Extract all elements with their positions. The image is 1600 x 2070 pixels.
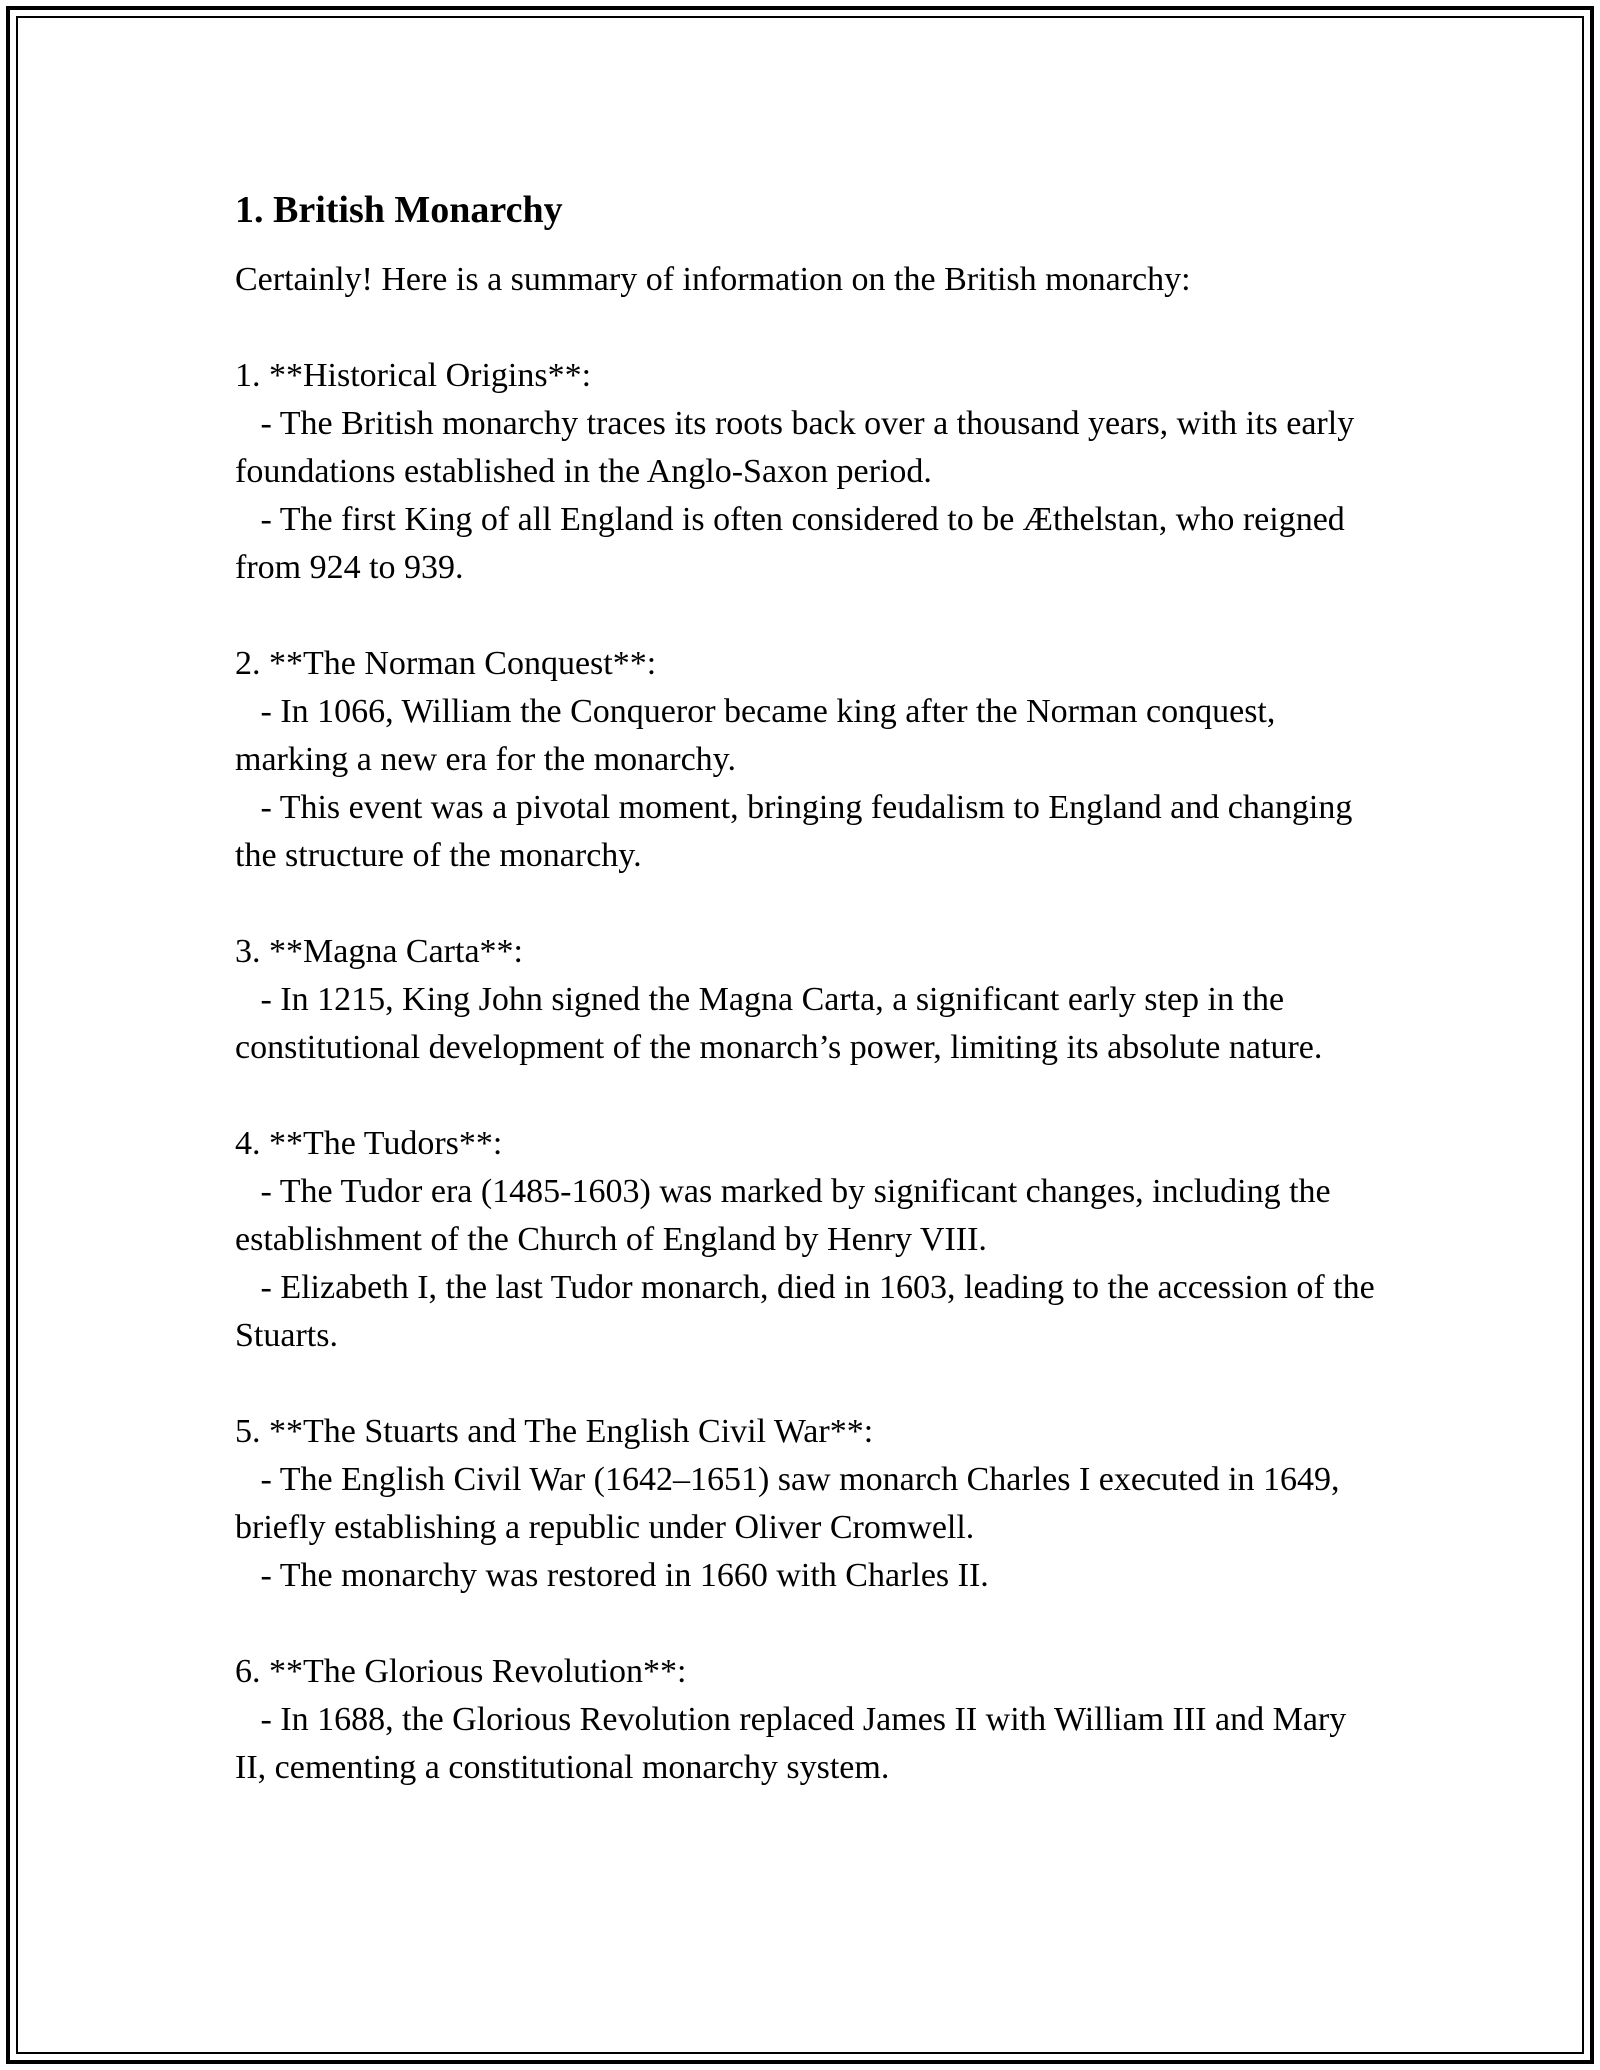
spacer (235, 304, 1375, 352)
list-item-bullet: - The English Civil War (1642–1651) saw monarch Charles I executed in 1649, briefly establishing a republic under Oliver Cromwell. (235, 1461, 1349, 1546)
list-item-bullet: - Elizabeth I, the last Tudor monarch, died in 1603, leading to the accession of the Stuarts. (235, 1269, 1384, 1354)
list-item (235, 1408, 1375, 1600)
spacer (235, 1072, 1375, 1120)
intro-paragraph: Certainly! Here is a summary of information on the British monarchy: (235, 261, 1191, 298)
spacer (235, 1360, 1375, 1408)
list-item-title: 4. **The Tudors**: (235, 1125, 503, 1162)
list-item (235, 640, 1375, 880)
list-item-title: 2. **The Norman Conquest**: (235, 645, 657, 682)
list-item-bullet: - In 1066, William the Conqueror became king after the Norman conquest, marking a new era for the monarchy. (235, 693, 1284, 778)
list-item (235, 1648, 1375, 1792)
list-item-bullet: - This event was a pivotal moment, bringing feudalism to England and changing the structure of the monarchy. (235, 789, 1361, 874)
list-item-bullet: - The monarchy was restored in 1660 with Charles II. (235, 1557, 989, 1594)
list-item-title: 6. **The Glorious Revolution**: (235, 1653, 687, 1690)
spacer (235, 880, 1375, 928)
list-item-title: 1. **Historical Origins**: (235, 357, 592, 394)
list-item (235, 352, 1375, 592)
document-body (235, 184, 1384, 1792)
spacer (235, 592, 1375, 640)
list-item-bullet: - The first King of all England is often considered to be Æthelstan, who reigned from 924 to 939. (235, 501, 1354, 586)
spacer (235, 1600, 1375, 1648)
list-item-bullet: - The Tudor era (1485-1603) was marked by significant changes, including the establishment of the Church of England by Henry VIII. (235, 1173, 1340, 1258)
list-item-title: 5. **The Stuarts and The English Civil War**: (235, 1413, 874, 1450)
list-item-title: 3. **Magna Carta**: (235, 933, 523, 970)
list-item-bullet: - In 1688, the Glorious Revolution replaced James II with William III and Mary II, cementing a constitutional monarchy system. (235, 1701, 1355, 1786)
section-heading: 1. British Monarchy (235, 189, 563, 231)
list-item-bullet: - In 1215, King John signed the Magna Carta, a significant early step in the constitutional development of the monarch’s power, limiting its absolute nature. (235, 981, 1323, 1066)
list-item-bullet: - The British monarchy traces its roots back over a thousand years, with its early foundations established in the Anglo-Saxon period. (235, 405, 1363, 490)
list-item (235, 1120, 1384, 1360)
list-item (235, 928, 1375, 1072)
